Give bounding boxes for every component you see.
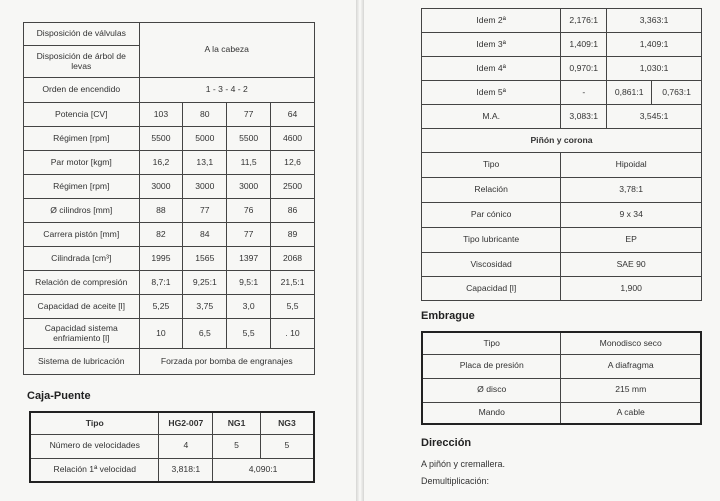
cell-value: 3000 [139, 175, 183, 199]
row-label: Tipo [422, 153, 561, 178]
row-label: Idem 4ª [422, 57, 561, 81]
cell-value: 80 [183, 103, 227, 127]
cell-value: 84 [183, 223, 227, 247]
firing-order-value: 1 - 3 - 4 - 2 [139, 78, 314, 103]
cell-value: 5500 [227, 127, 271, 151]
table-row [24, 151, 315, 175]
row-label: Placa de presión [422, 354, 561, 378]
cell-value: 82 [139, 223, 183, 247]
table-row [422, 332, 701, 354]
cell-value: 89 [271, 223, 315, 247]
table-row [422, 153, 702, 178]
table-row [24, 175, 315, 199]
cell-value: 5,5 [271, 295, 315, 319]
cell-value: 9 x 34 [561, 203, 702, 228]
row-label: M.A. [422, 105, 561, 129]
table-row [24, 223, 315, 247]
row-label: Cilindrada [cm³] [24, 247, 140, 271]
cell-value: 5 [260, 434, 314, 458]
cell-value: 3,545:1 [607, 105, 702, 129]
embrague-table [421, 331, 702, 425]
row-label: Tipo [422, 332, 561, 354]
direccion-line-2: Demultiplicación: [421, 476, 490, 486]
row-label: Carrera pistón [mm] [24, 223, 140, 247]
row-label: Capacidad [l] [422, 277, 561, 301]
cell-value: 10 [139, 319, 183, 349]
cell-value: 3,083:1 [561, 105, 607, 129]
cell-value: A diafragma [561, 354, 701, 378]
header-cell: NG1 [213, 412, 261, 434]
row-label: Par cónico [422, 203, 561, 228]
embrague-title: Embrague [421, 310, 475, 322]
row-label: Orden de encendido [24, 78, 140, 103]
row-label: Capacidad de aceite [l] [24, 295, 140, 319]
table-row [24, 271, 315, 295]
cell-value: - [561, 81, 607, 105]
cell-value: 77 [227, 223, 271, 247]
cell-value: 3000 [183, 175, 227, 199]
table-row [422, 354, 701, 378]
table-row [422, 105, 702, 129]
valve-layout-value: A la cabeza [139, 23, 314, 78]
cell-value: 3,363:1 [607, 9, 702, 33]
row-label: Idem 5ª [422, 81, 561, 105]
table-row [422, 129, 702, 153]
cell-value: 1,409:1 [607, 33, 702, 57]
row-label: Disposición de árbol de levas [24, 46, 140, 78]
row-label: Par motor [kgm] [24, 151, 140, 175]
direccion-line-1: A piñón y cremallera. [421, 459, 506, 469]
table-row [30, 434, 314, 458]
cell-value: 1,409:1 [561, 33, 607, 57]
cell-value: 86 [271, 199, 315, 223]
cell-value: 88 [139, 199, 183, 223]
table-row [24, 127, 315, 151]
cell-value: 0,763:1 [652, 81, 702, 105]
direccion-title: Dirección [421, 437, 472, 449]
cell-value: 2068 [271, 247, 315, 271]
row-label: Ø cilindros [mm] [24, 199, 140, 223]
caja-puente-title: Caja-Puente [27, 390, 91, 402]
pinion-header: Piñón y corona [422, 129, 702, 153]
table-row [30, 412, 314, 434]
cell-value: 103 [139, 103, 183, 127]
cell-value: A cable [561, 402, 701, 424]
cell-value: 21,5:1 [271, 271, 315, 295]
row-label: Mando [422, 402, 561, 424]
cell-value: SAE 90 [561, 253, 702, 277]
cell-value: 0,861:1 [607, 81, 652, 105]
table-row [30, 458, 314, 482]
cell-value: 3,818:1 [159, 458, 213, 482]
row-label: Relación 1ª velocidad [30, 458, 159, 482]
table-row [24, 295, 315, 319]
cell-value: 64 [271, 103, 315, 127]
row-label: Tipo lubricante [422, 228, 561, 253]
cell-value: 4,090:1 [213, 458, 314, 482]
row-label: Número de velocidades [30, 434, 159, 458]
cell-value: 5,25 [139, 295, 183, 319]
cell-value: EP [561, 228, 702, 253]
cell-value: Monodisco seco [561, 332, 701, 354]
cell-value: 13,1 [183, 151, 227, 175]
header-cell: HG2-007 [159, 412, 213, 434]
table-row [24, 319, 315, 349]
table-row [24, 349, 315, 375]
lubrication-value: Forzada por bomba de engranajes [139, 349, 314, 375]
cell-value: . 10 [271, 319, 315, 349]
cell-value: 5500 [139, 127, 183, 151]
row-label: Disposición de válvulas [24, 23, 140, 46]
row-label: Idem 3ª [422, 33, 561, 57]
table-row [24, 23, 315, 46]
table-row [422, 9, 702, 33]
cell-value: 1565 [183, 247, 227, 271]
cell-value: 0,970:1 [561, 57, 607, 81]
cell-value: 1,030:1 [607, 57, 702, 81]
cell-value: 5,5 [227, 319, 271, 349]
cell-value: 1995 [139, 247, 183, 271]
cell-value: 76 [227, 199, 271, 223]
book-spine [356, 0, 364, 501]
row-label: Régimen [rpm] [24, 127, 140, 151]
row-label: Viscosidad [422, 253, 561, 277]
ratios-pinion-table [421, 8, 702, 301]
table-row [422, 402, 701, 424]
cell-value: 3,0 [227, 295, 271, 319]
row-label: Idem 2ª [422, 9, 561, 33]
cell-value: 2500 [271, 175, 315, 199]
cell-value: 3000 [227, 175, 271, 199]
row-label: Régimen [rpm] [24, 175, 140, 199]
table-row [24, 199, 315, 223]
row-label: Sistema de lubricación [24, 349, 140, 375]
header-cell: Tipo [30, 412, 159, 434]
table-row [422, 277, 702, 301]
cell-value: 4 [159, 434, 213, 458]
engine-specs-table [23, 22, 315, 375]
table-row [24, 103, 315, 127]
table-row [422, 178, 702, 203]
row-label: Relación [422, 178, 561, 203]
cell-value: 77 [183, 199, 227, 223]
row-label: Capacidad sistema enfriamiento [l] [24, 319, 140, 349]
row-label: Ø disco [422, 378, 561, 402]
table-row [422, 33, 702, 57]
cell-value: 8,7:1 [139, 271, 183, 295]
cell-value: 5 [213, 434, 261, 458]
cell-value: 2,176:1 [561, 9, 607, 33]
cell-value: 6,5 [183, 319, 227, 349]
cell-value: 9,25:1 [183, 271, 227, 295]
table-row [422, 81, 702, 105]
row-label: Relación de compresión [24, 271, 140, 295]
cell-value: 3,78:1 [561, 178, 702, 203]
header-cell: NG3 [260, 412, 314, 434]
cell-value: 77 [227, 103, 271, 127]
table-row [422, 378, 701, 402]
cell-value: 1,900 [561, 277, 702, 301]
table-row [422, 228, 702, 253]
table-row [422, 253, 702, 277]
cell-value: 3,75 [183, 295, 227, 319]
row-label: Potencia [CV] [24, 103, 140, 127]
caja-puente-table [29, 411, 315, 483]
table-row [422, 57, 702, 81]
cell-value: 215 mm [561, 378, 701, 402]
table-row [24, 247, 315, 271]
cell-value: 1397 [227, 247, 271, 271]
table-row [24, 78, 315, 103]
cell-value: 5000 [183, 127, 227, 151]
cell-value: Hipoidal [561, 153, 702, 178]
cell-value: 9,5:1 [227, 271, 271, 295]
cell-value: 16,2 [139, 151, 183, 175]
table-row [422, 203, 702, 228]
cell-value: 4600 [271, 127, 315, 151]
cell-value: 12,6 [271, 151, 315, 175]
cell-value: 11,5 [227, 151, 271, 175]
